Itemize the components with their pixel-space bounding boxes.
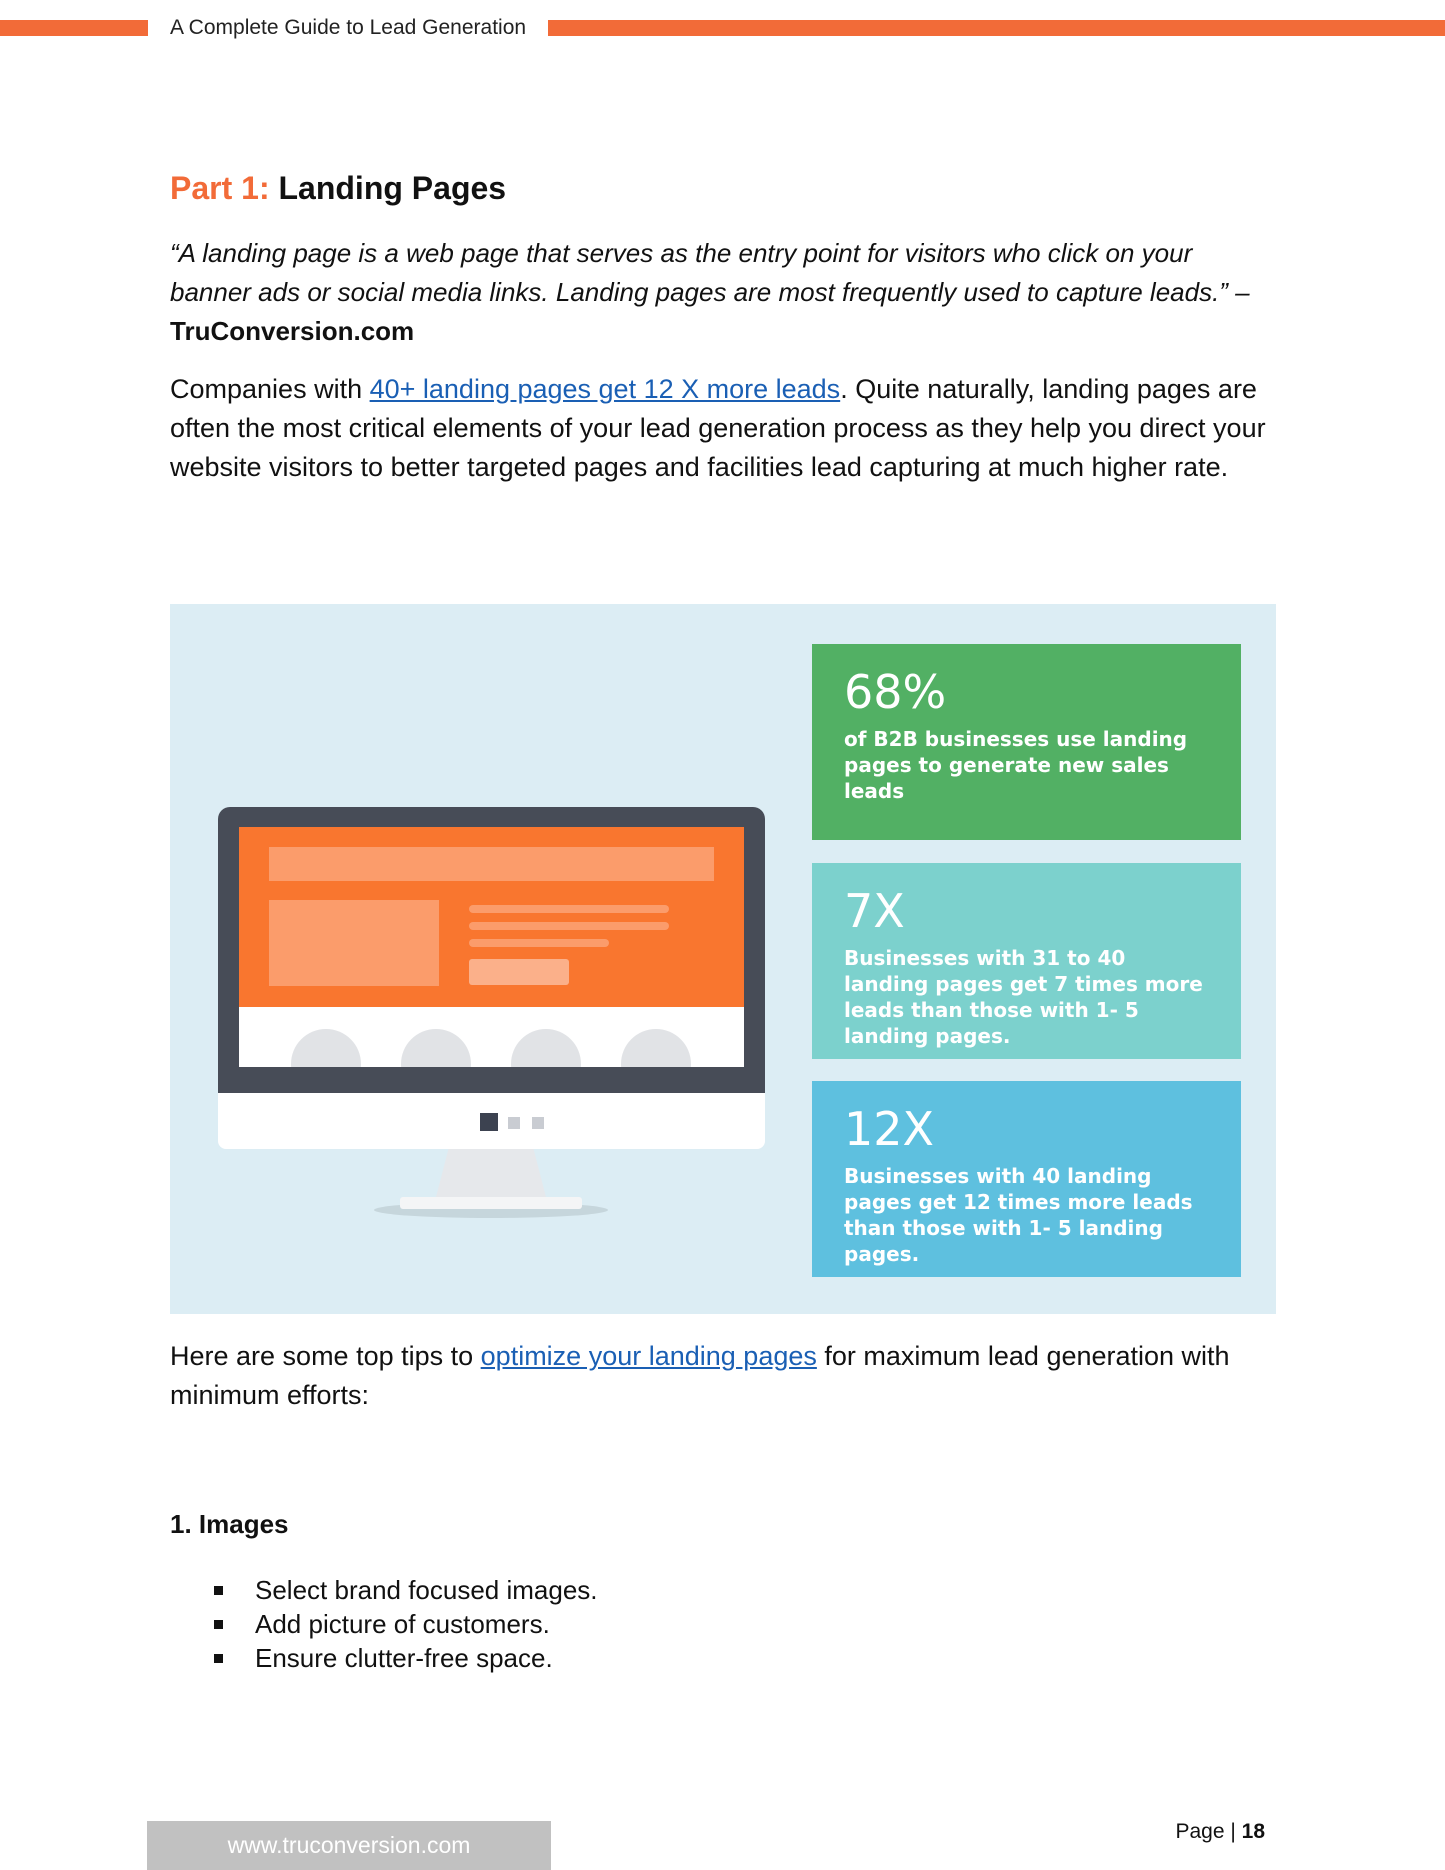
header-accent-bar-left (0, 20, 148, 36)
screen-button-placeholder (469, 959, 569, 985)
images-bullet-list (214, 1573, 598, 1675)
stat-value: 12X (844, 1102, 935, 1156)
screen-text-line (469, 905, 669, 913)
tips-prefix: Here are some top tips to (170, 1341, 481, 1371)
images-heading: 1. Images (170, 1509, 289, 1539)
stat-description: of B2B businesses use landing pages to generate new sales leads (844, 727, 1188, 803)
screen-circle (511, 1029, 581, 1067)
page-label: Page | (1175, 1820, 1242, 1843)
stat-value: 7X (844, 884, 905, 938)
screen-text-line (469, 922, 669, 930)
footer-url: www.truconversion.com (227, 1832, 471, 1858)
list-item: Add picture of customers. (214, 1607, 598, 1641)
tips-intro (170, 1337, 1276, 1415)
stat-box-7x (812, 863, 1241, 1059)
quote-source: TruConversion.com (170, 316, 415, 346)
header-accent-bar-right (548, 20, 1445, 36)
stat-box-68-percent (812, 644, 1241, 840)
screen-image-placeholder (269, 900, 439, 986)
optimize-landing-pages-link[interactable]: optimize your landing pages (480, 1341, 817, 1371)
screen-circle (401, 1029, 471, 1067)
monitor-chin (218, 1093, 765, 1149)
screen-circle (621, 1029, 691, 1067)
section-title (170, 170, 1276, 207)
stat-description: Businesses with 40 landing pages get 12 times more leads than those with 1- 5 landing pages. (844, 1164, 1193, 1266)
screen-footer-area (239, 1007, 744, 1067)
tips-suffix: for maximum lead generation with minimum efforts: (170, 1341, 1230, 1410)
definition-quote (170, 234, 1276, 351)
landing-pages-stat-link[interactable]: 40+ landing pages get 12 X more leads (369, 374, 841, 404)
footer-url-box (147, 1821, 551, 1870)
monitor-indicator-dot (508, 1117, 520, 1129)
intro-paragraph (170, 370, 1276, 487)
screen-circle (291, 1029, 361, 1067)
screen-text-line (469, 939, 609, 947)
monitor-indicator-dot (480, 1113, 498, 1131)
stat-box-12x (812, 1081, 1241, 1277)
part-label: Part 1: (170, 170, 270, 206)
list-item: Select brand focused images. (214, 1573, 598, 1607)
page-number (1175, 1820, 1265, 1844)
section-title-text: Landing Pages (278, 170, 507, 206)
desktop-monitor-icon (218, 807, 765, 1093)
screen-hero-area (239, 827, 744, 1007)
header-title: A Complete Guide to Lead Generation (170, 16, 527, 39)
stat-value: 68% (844, 665, 947, 719)
list-item: Ensure clutter-free space. (214, 1641, 598, 1675)
monitor-indicator-dot (532, 1117, 544, 1129)
screen-banner (269, 847, 714, 881)
landing-page-infographic (170, 604, 1276, 1314)
page-number-value: 18 (1241, 1820, 1265, 1843)
monitor-stand (435, 1149, 547, 1201)
paragraph-suffix: . Quite naturally, landing pages are often the most critical elements of your lead generation process as they help you direct your website visitors to better targeted pages and facilities lead capturing at much higher rate. (170, 374, 1266, 482)
quote-text: “A landing page is a web page that serves as the entry point for visitors who click on your banner ads or social media links. Landing pages are most frequently used to capture leads.” – (170, 238, 1250, 307)
paragraph-prefix: Companies with (170, 374, 370, 404)
stat-description: Businesses with 31 to 40 landing pages get 7 times more leads than those with 1- 5 landing pages. (844, 946, 1203, 1048)
monitor-base (400, 1197, 582, 1209)
